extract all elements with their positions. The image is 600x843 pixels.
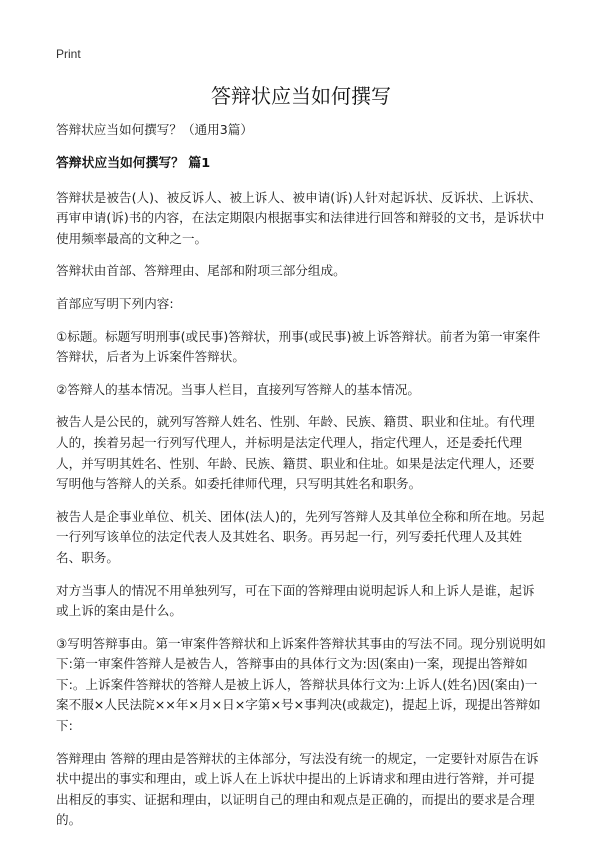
paragraph-citizen-respondent: 被告人是公民的，就列写答辩人姓名、性别、年龄、民族、籍贯、职业和住址。有代理人的，挨着另起一行列写代理人，并标明是法定代理人，指定代理人，还是委托代理人，并写明其姓名、性别、年龄、民族、籍贯、职业和住址。如果是法定代理人，还要写明他与答辩人的关系。如委托律师代理，只写明其姓名和职务。 bbox=[56, 414, 535, 492]
paragraph-composition: 答辩状由首部、答辩理由、尾部和附项三部分组成。 bbox=[56, 263, 346, 279]
paragraph-defense-reasons: 答辩理由 答辩的理由是答辩状的主体部分，写法没有统一的规定，一定要针对原告在诉状中提出的事实和理由，或上诉人在上诉状中提出的上诉请求和理由进行答辩，并可提出相反的事实、证据和理由，以证明自己的理由和观点是正确的，而提出的要求是合理的。 bbox=[56, 750, 539, 828]
print-label: Print bbox=[56, 47, 81, 61]
document-subtitle: 答辩状应当如何撰写？（通用3篇） bbox=[56, 122, 253, 137]
paragraph-respondent-info: ②答辩人的基本情况。当事人栏目，直接列写答辩人的基本情况。 bbox=[56, 381, 420, 397]
paragraph-definition: 答辩状是被告(人)、被反诉人、被上诉人、被申请(诉)人针对起诉状、反诉状、上诉状、再审申请(诉)书的内容，在法定期限内根据事实和法律进行回答和辩驳的文书，是诉状中使用频率最高的文种之一。 bbox=[56, 189, 545, 246]
paragraph-title-item: ①标题。标题写明刑事(或民事)答辩状，刑事(或民事)被上诉答辩状。前者为第一审案件答辩状，后者为上诉案件答辩状。 bbox=[56, 328, 541, 365]
paragraph-header-intro: 首部应写明下列内容: bbox=[56, 295, 174, 311]
document-body bbox=[56, 120, 546, 843]
paragraph-defense-cause: ③写明答辩事由。第一审案件答辩状和上诉案件答辩状其事由的写法不同。现分别说明如下:第一审案件答辩人是被告人，答辩事由的具体行文为:因(案由)一案，现提出答辩如下:。上诉案件答辩状的答辩人是被上诉人，答辩状具体行文为:上诉人(姓名)因(案由)一案不服×人民法院××年×月×日×字第×号×事判决(或裁定)，提起上诉，现提出答辩如下: bbox=[56, 635, 546, 734]
document-title: 答辩状应当如何撰写 bbox=[211, 84, 391, 108]
paragraph-opposing-party: 对方当事人的情况不用单独列写，可在下面的答辩理由说明起诉人和上诉人是谁，起诉或上诉的案由是什么。 bbox=[56, 582, 535, 619]
paragraph-entity-respondent: 被告人是企事业单位、机关、团体(法人)的，先列写答辩人及其单位全称和所在地。另起一行列写该单位的法定代表人及其姓名、职务。再另起一行，列写委托代理人及其姓名、职务。 bbox=[56, 508, 545, 565]
section-heading: 答辩状应当如何撰写？ 篇1 bbox=[56, 155, 211, 171]
